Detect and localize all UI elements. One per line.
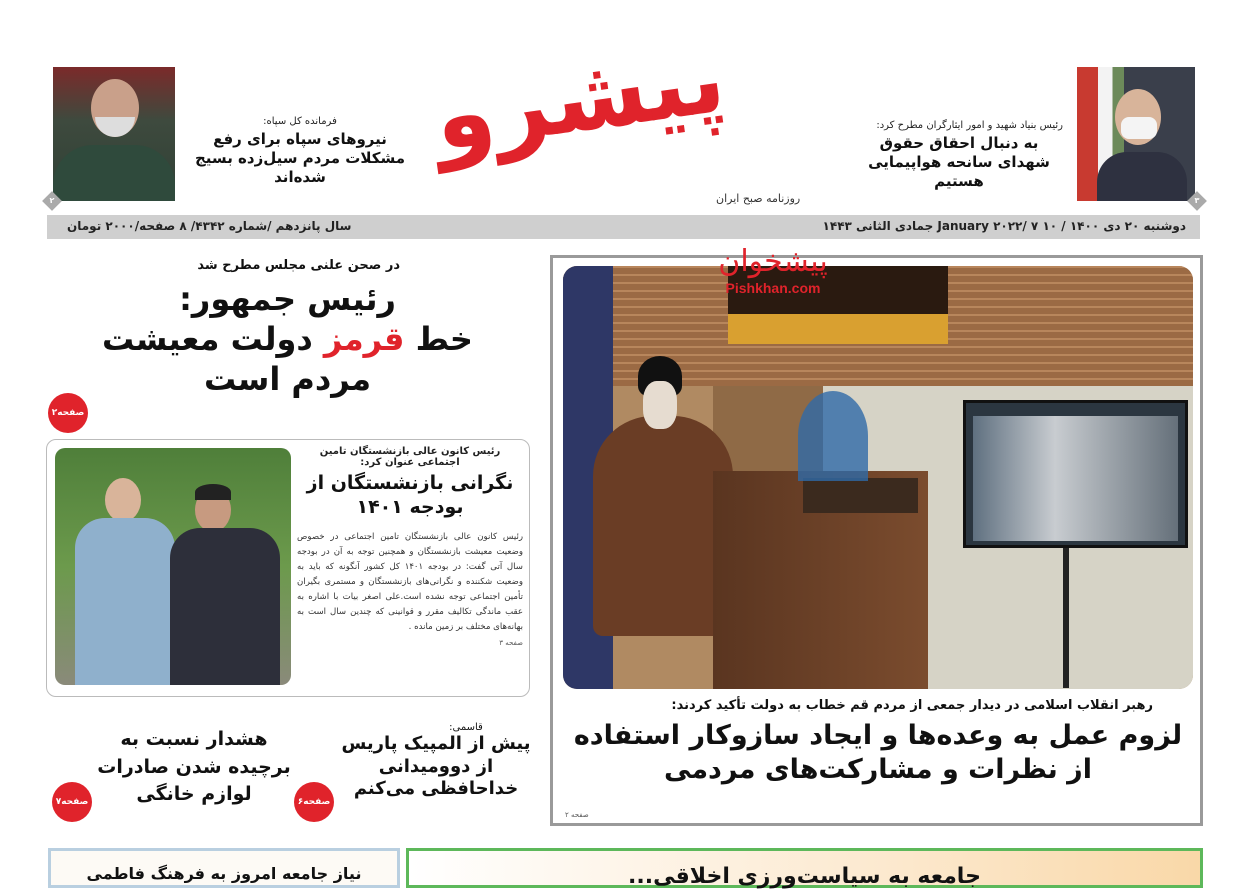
date-bar (47, 215, 1200, 239)
page-badge-left: ۲ (42, 191, 62, 211)
president-story[interactable] (45, 258, 530, 399)
president-kicker: در صحن علنی مجلس مطرح شد (197, 258, 400, 273)
page-ref[interactable]: صفحه ۳ (499, 638, 523, 647)
kicker: قاسمی: (449, 722, 483, 733)
exports-story[interactable] (96, 726, 292, 809)
page-badge-right: ۳ (1187, 191, 1207, 211)
body-text: رئیس کانون عالی بازنشستگان تامین اجتماعی در خصوص وضعیت معیشت بازنشستگان و همچنین توجه به آن در بودجه سال آتی گفت: در بودجه ۱۴۰۱ کل کشور آنگونه که باید به وضعیت شکننده و نگرانی‌های بازنشستگان و مستمری بگیران تأمین اجتماعی توجه نشده است.علی اصغر بیات با اشاره به عقب ماندگی تکالیف مقرر و قوانینی که چندین سال است به بهانه‌های مختلف بر زمین مانده . (297, 531, 523, 632)
lead-kicker: رهبر انقلاب اسلامی در دیدار جمعی از مردم قم خطاب به دولت تأکید کردند: (671, 698, 1153, 713)
kicker: فرمانده کل سپاه: (263, 116, 337, 127)
lead-page-ref[interactable]: صفحه ۲ (565, 811, 589, 819)
teaser-left[interactable] (185, 116, 415, 186)
watermark: پیشخوان Pishkhan.com (718, 244, 828, 296)
teaser-right[interactable] (855, 120, 1063, 190)
lead-headline: لزوم عمل به وعده‌ها و ایجاد سازوکار استفاده از نظرات و مشارکت‌های مردمی (573, 720, 1183, 785)
masthead-logo (426, 0, 732, 190)
pensioners-photo (55, 448, 291, 685)
pensioners-story[interactable] (46, 439, 530, 697)
kicker: رئیس کانون عالی بازنشستگان تامین اجتماعی عنوان کرد: (319, 446, 501, 468)
headline: نیروهای سپاه برای رفع مشکلات مردم سیل‌زده بسیج شده‌اند (195, 130, 405, 186)
headline: نیاز جامعه امروز به فرهنگ فاطمی (86, 864, 362, 883)
headline: پیش از المپیک پاریس از دوومیدانی خداحافظی می‌کنم (341, 733, 531, 799)
logo-text: پیشرو (426, 21, 732, 174)
bottom-left-box[interactable] (48, 848, 400, 888)
teaser-left-photo (53, 67, 175, 201)
logo-subtitle: روزنامه صبح ایران (716, 192, 801, 205)
president-line1: رئیس جمهور: (179, 280, 396, 318)
kicker: رئیس بنیاد شهید و امور ایثارگران مطرح کرد: (876, 120, 1063, 131)
lead-photo (563, 266, 1193, 689)
president-line2: خط قرمز دولت معیشت (102, 320, 473, 358)
page-badge-olympic[interactable]: صفحه۶ (294, 782, 334, 822)
page-badge-president[interactable]: صفحه۲ (48, 393, 88, 433)
issue-line: سال پانزدهم /شماره ۴۳۴۲/ ۸ صفحه/۲۰۰۰ تومان (67, 219, 352, 233)
bottom-right-box[interactable] (406, 848, 1203, 888)
highlight-red: قرمز (323, 320, 405, 358)
headline: به دنبال احقاق حقوق شهدای سانحه هواپیمایی هستیم (868, 134, 1050, 190)
teaser-right-photo (1077, 67, 1195, 201)
page-badge-exports[interactable]: صفحه۷ (52, 782, 92, 822)
headline: جامعه به سیاست‌ورزی اخلاقی... (628, 864, 981, 889)
headline: هشدار نسبت به برچیده شدن صادرات لوازم خانگی (97, 728, 291, 806)
lead-story[interactable] (550, 244, 1203, 826)
headline: نگرانی بازنشستگان از بودجه ۱۴۰۱ (306, 472, 514, 518)
date-line: دوشنبه ۲۰ دی ۱۴۰۰ / ۱۰ January ۲۰۲۲/ ۷ جمادی الثانی ۱۴۴۳ (822, 219, 1186, 233)
president-line3: مردم است (203, 360, 372, 398)
olympic-story[interactable] (340, 722, 532, 801)
